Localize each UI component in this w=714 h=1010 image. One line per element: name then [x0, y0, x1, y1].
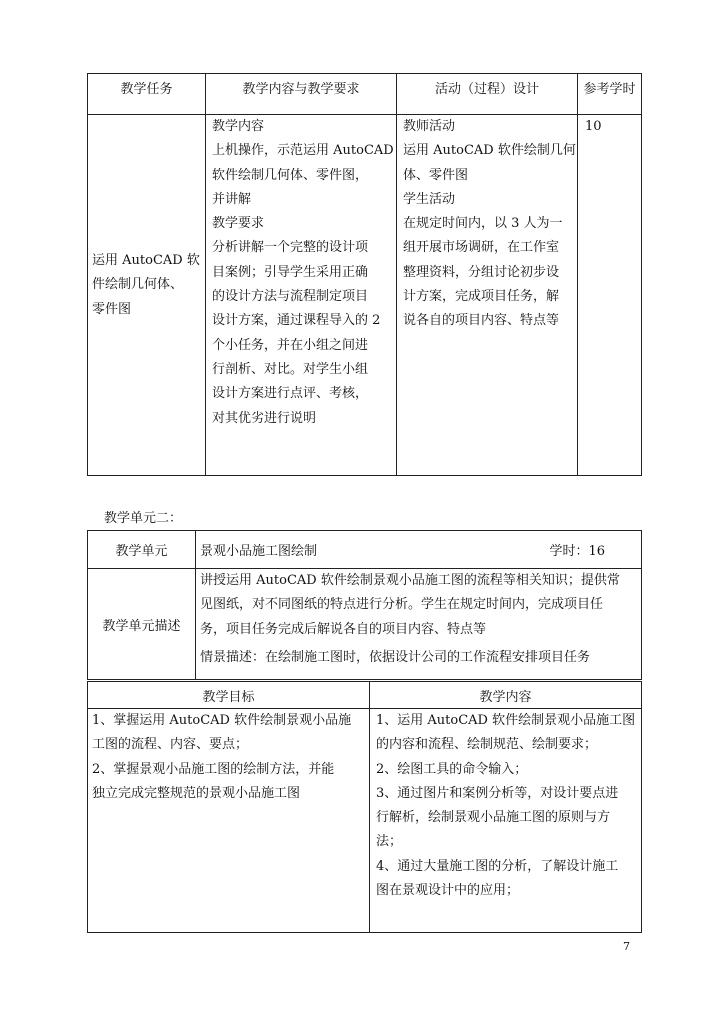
task-line: 运用 AutoCAD 软 [92, 253, 200, 268]
unit-heading: 教学单元二： [104, 511, 183, 526]
objectives-table [87, 681, 642, 933]
content-line: 目案例；引导学生采用正确 [212, 264, 369, 280]
activity-line: 教师活动 [403, 119, 456, 134]
content-line: 的内容和流程、绘制规范、绘制要求； [376, 737, 598, 753]
unit-name: 景观小品施工图绘制 [200, 544, 318, 559]
activity-cell [397, 115, 578, 476]
header-cell: 教学内容 [370, 682, 642, 709]
header-cell: 教学目标 [88, 682, 370, 709]
unit-desc-row [88, 569, 642, 680]
activity-line: 整理资料，分组讨论初步设 [403, 264, 560, 280]
header-cell: 参考学时 [578, 74, 642, 115]
activity-line: 体、零件图 [403, 167, 469, 183]
content-line: 3、通过图片和案例分析等，对设计要点进 [376, 785, 619, 801]
content-line: 行解析，绘制景观小品施工图的原则与方 [376, 810, 611, 826]
task-cell [88, 115, 206, 476]
desc-label-cell [88, 569, 196, 680]
goal-line: 1、掌握运用 AutoCAD 软件绘制景观小品施 [92, 713, 352, 728]
content-line: 教学要求 [212, 216, 265, 232]
unit-label: 教学单元 [115, 544, 168, 559]
hours-cell [578, 115, 642, 476]
activity-line: 计方案，完成项目任务，解 [403, 289, 560, 305]
contents-cell [370, 709, 642, 933]
content-line: 设计方案，通过课程导入的 2 [212, 313, 381, 329]
content-line: 行剖析、对比。对学生小组 [212, 361, 369, 377]
unit-label-cell [88, 531, 196, 569]
desc-line: 务，项目任务完成后解说各自的项目内容、特点等 [200, 621, 487, 637]
unit-name-cell [196, 531, 642, 569]
activity-line: 组开展市场调研，在工作室 [403, 240, 560, 256]
content-line: 并讲解 [212, 191, 252, 207]
content-line: 分析讲解一个完整的设计项 [212, 240, 369, 256]
content-line: 设计方案进行点评、考核， [212, 386, 369, 402]
content-cell [206, 115, 397, 476]
content-line: 教学内容 [212, 119, 265, 134]
table-row [88, 709, 642, 933]
teaching-task-table [87, 73, 642, 476]
content-line: 法； [376, 834, 403, 850]
task-line: 零件图 [92, 301, 132, 317]
activity-line: 学生活动 [403, 191, 456, 207]
unit-row [88, 531, 642, 569]
activity-line: 在规定时间内，以 3 人为一 [403, 216, 563, 232]
content-line: 软件绘制几何体、零件图， [212, 167, 369, 183]
goals-cell [88, 709, 370, 933]
goal-line: 2、掌握景观小品施工图的绘制方法，并能 [92, 761, 335, 777]
desc-line: 讲授运用 AutoCAD 软件绘制景观小品施工图的流程等相关知识；提供常 [200, 573, 620, 588]
content-line: 图在景观设计中的应用； [376, 883, 520, 899]
table-row [88, 115, 642, 476]
table-header-row [88, 74, 642, 115]
content-line: 个小任务，并在小组之间进 [212, 337, 369, 353]
content-line: 对其优劣进行说明 [212, 410, 317, 426]
activity-line: 说各自的项目内容、特点等 [403, 313, 560, 329]
page-number: 7 [623, 940, 630, 953]
task-line: 件绘制几何体、 [92, 277, 184, 293]
content-line: 的设计方法与流程制定项目 [212, 289, 369, 305]
header-cell: 教学任务 [88, 74, 206, 115]
content-line: 4、通过大量施工图的分析，了解设计施工 [376, 858, 619, 874]
header-cell: 教学内容与教学要求 [206, 74, 397, 115]
header-cell: 活动（过程）设计 [397, 74, 578, 115]
hours-value: 10 [585, 119, 602, 134]
unit-info-table [87, 530, 642, 680]
table-header-row [88, 682, 642, 709]
content-line: 2、绘图工具的命令输入； [376, 761, 528, 777]
content-line: 上机操作，示范运用 AutoCAD [212, 143, 394, 159]
activity-line: 运用 AutoCAD 软件绘制几何 [403, 143, 576, 159]
desc-line: 见图纸，对不同图纸的特点进行分析。学生在规定时间内，完成项目任 [200, 597, 604, 613]
goal-line: 工图的流程、内容、要点； [92, 737, 249, 753]
goal-line: 独立完成完整规范的景观小品施工图 [92, 785, 301, 801]
desc-cell [196, 569, 642, 680]
unit-hours: 学时：16 [549, 544, 605, 559]
desc-label: 教学单元描述 [102, 618, 181, 634]
content-line: 1、运用 AutoCAD 软件绘制景观小品施工图 [376, 713, 636, 728]
desc-line: 情景描述：在绘制施工图时，依据设计公司的工作流程安排项目任务 [200, 649, 591, 665]
